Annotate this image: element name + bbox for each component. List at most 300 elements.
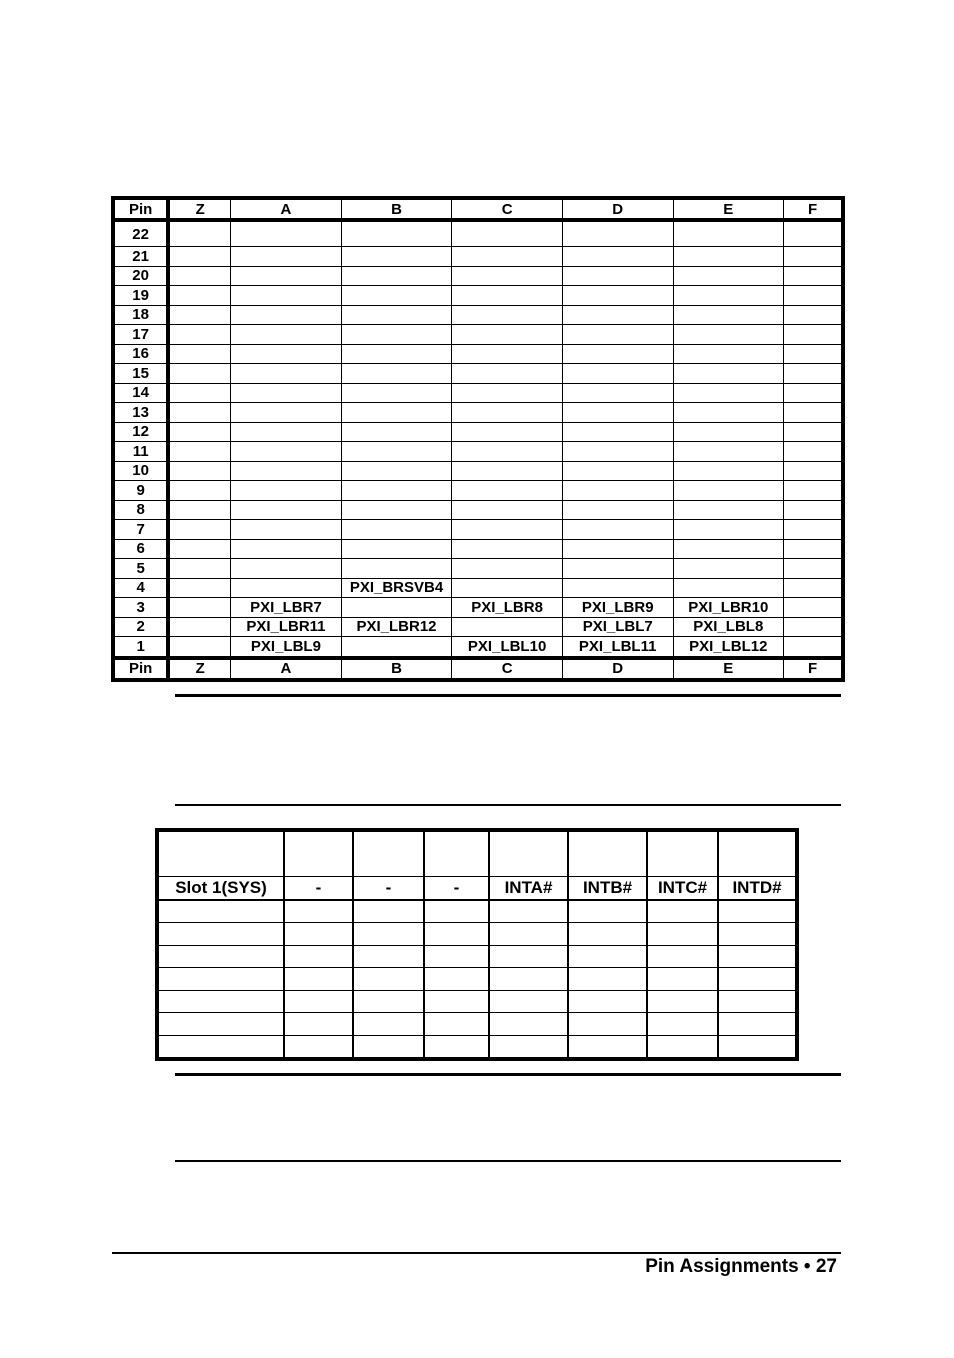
table-row [113,598,843,618]
pin-number: 17 [113,325,168,345]
signal-cell [452,383,563,403]
signal-cell [231,364,342,384]
signal-cell [784,539,843,559]
signal-cell: PXI_BRSVB4 [341,578,452,598]
signal-cell [452,461,563,481]
interrupt-cell: INTD# [718,877,797,900]
column-header: Pin [113,198,168,220]
signal-cell [673,442,784,462]
signal-cell [231,500,342,520]
table-header-row [157,830,797,877]
interrupt-cell [284,968,353,991]
signal-cell [231,403,342,423]
table-row [113,617,843,637]
table-row [113,305,843,325]
interrupt-cell [157,1013,284,1036]
signal-cell: PXI_LBL8 [673,617,784,637]
signal-cell: PXI_LBR12 [341,617,452,637]
interrupt-cell [424,945,489,968]
signal-cell [562,422,673,442]
column-header [284,830,353,877]
interrupt-cell [424,923,489,946]
signal-cell [452,286,563,306]
signal-cell [562,383,673,403]
pin-number: 13 [113,403,168,423]
section-rule [175,804,841,806]
pin-number: 20 [113,266,168,286]
table-row [113,325,843,345]
signal-cell [562,578,673,598]
interrupt-cell [718,923,797,946]
interrupt-cell [353,968,424,991]
signal-cell [341,422,452,442]
column-header: Z [168,198,230,220]
signal-cell [562,559,673,579]
signal-cell [168,266,230,286]
section-rule [175,1073,841,1076]
signal-cell [168,598,230,618]
signal-cell [673,383,784,403]
column-header [424,830,489,877]
pin-number: 12 [113,422,168,442]
signal-cell: PXI_LBL11 [562,637,673,658]
signal-cell [231,383,342,403]
signal-cell [168,578,230,598]
signal-cell [168,442,230,462]
interrupt-cell [284,923,353,946]
interrupt-cell [424,990,489,1013]
pin-number: 16 [113,344,168,364]
signal-cell [673,266,784,286]
signal-cell: PXI_LBR11 [231,617,342,637]
signal-cell: PXI_LBL12 [673,637,784,658]
column-header [718,830,797,877]
interrupt-cell [489,968,568,991]
signal-cell [562,364,673,384]
signal-cell [784,286,843,306]
table-row [157,968,797,991]
table-row [113,500,843,520]
signal-cell [231,442,342,462]
interrupt-cell [157,968,284,991]
signal-cell [341,461,452,481]
pin-number: 3 [113,598,168,618]
signal-cell [341,539,452,559]
signal-cell [231,422,342,442]
interrupt-cell [568,1013,647,1036]
signal-cell [341,364,452,384]
table-row [113,481,843,501]
signal-cell [562,442,673,462]
interrupt-cell [284,990,353,1013]
interrupt-cell [718,990,797,1013]
signal-cell [341,481,452,501]
signal-cell [231,578,342,598]
signal-cell [341,286,452,306]
column-header: B [341,658,452,680]
signal-cell: PXI_LBL7 [562,617,673,637]
signal-cell [341,403,452,423]
interrupt-cell [489,923,568,946]
signal-cell [168,559,230,579]
interrupt-cell [647,990,718,1013]
interrupt-cell [489,900,568,923]
pin-number: 9 [113,481,168,501]
table-row [113,247,843,267]
column-header: A [231,658,342,680]
table-row [157,923,797,946]
interrupt-cell [568,923,647,946]
signal-cell [231,266,342,286]
signal-cell [784,220,843,247]
interrupt-cell [284,1013,353,1036]
column-header: D [562,658,673,680]
table-row [113,539,843,559]
signal-cell [452,422,563,442]
signal-cell [341,325,452,345]
signal-cell [452,220,563,247]
signal-cell [562,266,673,286]
signal-cell [784,598,843,618]
interrupt-cell [157,900,284,923]
signal-cell [341,247,452,267]
signal-cell [673,286,784,306]
signal-cell [673,344,784,364]
column-header: E [673,198,784,220]
signal-cell [562,520,673,540]
signal-cell: PXI_LBL9 [231,637,342,658]
column-header [157,830,284,877]
signal-cell [168,539,230,559]
column-header: Z [168,658,230,680]
interrupt-cell [718,900,797,923]
interrupt-cell [157,923,284,946]
signal-cell [784,364,843,384]
signal-cell [231,220,342,247]
signal-cell [784,266,843,286]
signal-cell [452,266,563,286]
interrupt-cell [424,1035,489,1059]
table-row [113,559,843,579]
signal-cell [784,383,843,403]
signal-cell [168,403,230,423]
table-row [157,1013,797,1036]
signal-cell [784,403,843,423]
signal-cell [168,305,230,325]
signal-cell [452,344,563,364]
table-row [113,364,843,384]
signal-cell [168,220,230,247]
signal-cell [784,578,843,598]
interrupt-cell [353,1035,424,1059]
interrupt-cell [157,990,284,1013]
interrupt-cell [353,945,424,968]
page-footer: Pin Assignments • 27 [645,1256,837,1277]
interrupt-cell [568,990,647,1013]
signal-cell [341,559,452,579]
interrupt-cell [568,945,647,968]
column-header [647,830,718,877]
signal-cell: PXI_LBR10 [673,598,784,618]
pin-number: 15 [113,364,168,384]
interrupt-cell [489,1013,568,1036]
signal-cell [562,286,673,306]
interrupt-cell [647,968,718,991]
pin-assignment-table [111,196,845,682]
interrupt-cell: Slot 1(SYS) [157,877,284,900]
signal-cell [784,461,843,481]
pin-number: 10 [113,461,168,481]
signal-cell [784,617,843,637]
table-row [113,383,843,403]
column-header [353,830,424,877]
pin-number: 7 [113,520,168,540]
signal-cell [562,539,673,559]
table-row [113,422,843,442]
signal-cell [452,520,563,540]
interrupt-cell: - [284,877,353,900]
interrupt-cell [424,1013,489,1036]
signal-cell [231,539,342,559]
column-header [489,830,568,877]
signal-cell [231,481,342,501]
interrupt-cell [718,968,797,991]
signal-cell [168,637,230,658]
table-row [113,637,843,658]
table-row [113,442,843,462]
interrupt-cell [284,1035,353,1059]
column-header [568,830,647,877]
signal-cell: PXI_LBR7 [231,598,342,618]
signal-cell [562,305,673,325]
signal-cell [452,247,563,267]
column-header: E [673,658,784,680]
table-row [157,877,797,900]
footer-rule [112,1252,841,1254]
table-row [113,461,843,481]
signal-cell [231,559,342,579]
signal-cell [673,403,784,423]
interrupt-cell: INTB# [568,877,647,900]
signal-cell [673,520,784,540]
interrupt-cell [489,1035,568,1059]
interrupt-cell: INTA# [489,877,568,900]
interrupt-cell [489,945,568,968]
signal-cell [562,220,673,247]
pin-number: 14 [113,383,168,403]
interrupt-cell [647,923,718,946]
interrupt-cell [284,945,353,968]
interrupt-cell: - [353,877,424,900]
signal-cell [673,305,784,325]
table-row [157,945,797,968]
pin-number: 19 [113,286,168,306]
signal-cell [784,637,843,658]
signal-cell [231,305,342,325]
signal-cell [673,481,784,501]
interrupt-cell [647,1013,718,1036]
signal-cell [168,325,230,345]
interrupt-cell [353,900,424,923]
table-footer-row [113,658,843,680]
interrupt-cell [284,900,353,923]
interrupt-cell [157,945,284,968]
table-row [113,266,843,286]
signal-cell [341,383,452,403]
signal-cell [673,559,784,579]
signal-cell [673,578,784,598]
signal-cell [562,461,673,481]
signal-cell [452,364,563,384]
signal-cell [231,247,342,267]
table-row [157,1035,797,1059]
signal-cell [341,442,452,462]
pin-number: 8 [113,500,168,520]
pin-number: 5 [113,559,168,579]
table-row [113,578,843,598]
signal-cell [231,520,342,540]
pin-number: 22 [113,220,168,247]
interrupt-cell [647,945,718,968]
signal-cell [341,344,452,364]
signal-cell [673,539,784,559]
signal-cell [784,422,843,442]
interrupt-cell [424,900,489,923]
signal-cell [341,305,452,325]
signal-cell [168,364,230,384]
signal-cell [784,500,843,520]
pin-number: 6 [113,539,168,559]
interrupt-cell [718,945,797,968]
signal-cell [452,403,563,423]
interrupt-cell [353,1013,424,1036]
interrupt-cell [568,968,647,991]
signal-cell [452,500,563,520]
signal-cell [784,247,843,267]
signal-cell [168,461,230,481]
pin-number: 2 [113,617,168,637]
signal-cell [231,286,342,306]
signal-cell [562,481,673,501]
column-header: C [452,658,563,680]
interrupt-cell: - [424,877,489,900]
column-header: F [784,198,843,220]
signal-cell [341,637,452,658]
signal-cell [168,422,230,442]
signal-cell [168,617,230,637]
signal-cell [231,344,342,364]
column-header: D [562,198,673,220]
interrupt-cell [718,1035,797,1059]
table-header-row [113,198,843,220]
interrupt-cell: INTC# [647,877,718,900]
pin-number: 4 [113,578,168,598]
column-header: Pin [113,658,168,680]
signal-cell [673,422,784,442]
signal-cell [452,578,563,598]
interrupt-cell [157,1035,284,1059]
signal-cell [341,500,452,520]
signal-cell [562,247,673,267]
signal-cell [452,481,563,501]
signal-cell [341,220,452,247]
interrupt-routing-table [155,828,799,1061]
signal-cell [673,461,784,481]
section-rule [175,1160,841,1162]
pin-number: 11 [113,442,168,462]
signal-cell [341,520,452,540]
signal-cell [231,461,342,481]
signal-cell: PXI_LBR9 [562,598,673,618]
signal-cell [341,266,452,286]
signal-cell [341,598,452,618]
table-row [157,990,797,1013]
signal-cell [452,442,563,462]
signal-cell [168,383,230,403]
column-header: B [341,198,452,220]
interrupt-cell [647,900,718,923]
signal-cell: PXI_LBR8 [452,598,563,618]
signal-cell [673,220,784,247]
signal-cell [784,344,843,364]
signal-cell [168,481,230,501]
signal-cell [168,520,230,540]
signal-cell [673,325,784,345]
interrupt-cell [424,968,489,991]
signal-cell [562,500,673,520]
interrupt-cell [647,1035,718,1059]
table-row [113,344,843,364]
interrupt-cell [489,990,568,1013]
signal-cell [168,286,230,306]
column-header: A [231,198,342,220]
signal-cell [784,559,843,579]
signal-cell [784,442,843,462]
interrupt-cell [353,923,424,946]
signal-cell [452,539,563,559]
table-row [113,220,843,247]
signal-cell [784,481,843,501]
table-row [157,900,797,923]
table-row [113,403,843,423]
signal-cell [231,325,342,345]
signal-cell [784,520,843,540]
signal-cell: PXI_LBL10 [452,637,563,658]
column-header: C [452,198,563,220]
interrupt-cell [568,900,647,923]
signal-cell [452,305,563,325]
signal-cell [452,559,563,579]
signal-cell [168,247,230,267]
interrupt-cell [718,1013,797,1036]
pin-number: 21 [113,247,168,267]
table-row [113,286,843,306]
section-rule [175,694,841,697]
signal-cell [562,344,673,364]
table-row [113,520,843,540]
signal-cell [673,247,784,267]
signal-cell [784,305,843,325]
interrupt-cell [353,990,424,1013]
signal-cell [562,403,673,423]
signal-cell [452,325,563,345]
signal-cell [452,617,563,637]
signal-cell [562,325,673,345]
pin-number: 18 [113,305,168,325]
signal-cell [168,500,230,520]
signal-cell [673,500,784,520]
signal-cell [168,344,230,364]
